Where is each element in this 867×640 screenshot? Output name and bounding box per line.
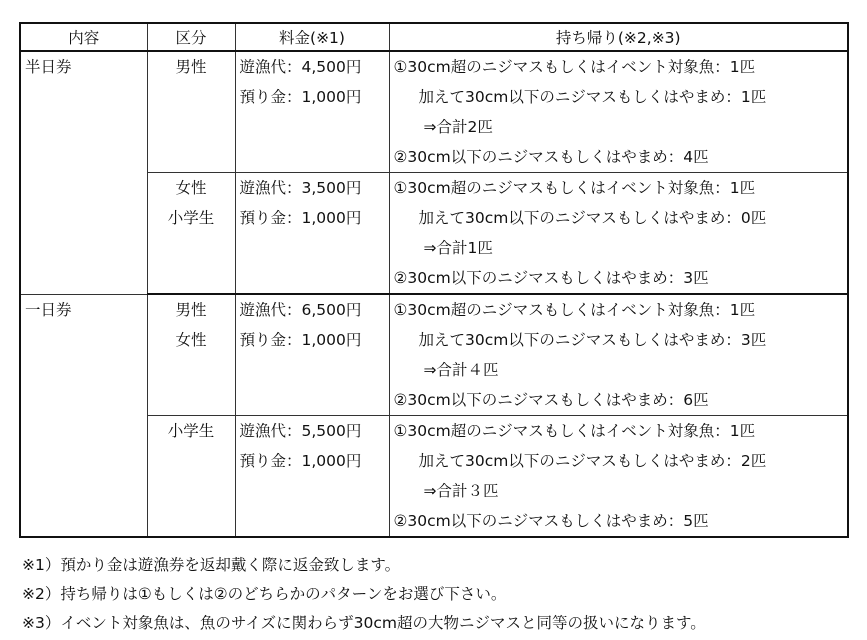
header-row (20, 23, 848, 51)
footnotes (22, 551, 706, 638)
takehome-option-1-extra: 加えて30cm以下のニジマスもしくはやまめ：3匹 (418, 331, 767, 349)
takehome-option-1-extra: 加えて30cm以下のニジマスもしくはやまめ：0匹 (418, 209, 767, 227)
ticket-type: 半日券 (25, 58, 72, 76)
deposit-fee: 預り金：1,000円 (239, 209, 362, 227)
takehome-option-1: ①30cm超のニジマスもしくはイベント対象魚：1匹 (393, 301, 756, 319)
takehome-option-1: ①30cm超のニジマスもしくはイベント対象魚：1匹 (393, 422, 756, 440)
category-label: 男性 (175, 301, 207, 319)
category-label: 男性 (175, 58, 207, 76)
header-fee: 料金(※1) (235, 23, 389, 51)
deposit-fee: 預り金：1,000円 (239, 452, 362, 470)
footnote-2: ※2）持ち帰りは①もしくは②のどちらかのパターンをお選び下さい。 (22, 585, 507, 603)
category-cell (147, 51, 235, 173)
takehome-option-1-total: ⇒合計2匹 (423, 118, 493, 136)
takehome-option-1-extra: 加えて30cm以下のニジマスもしくはやまめ：2匹 (418, 452, 767, 470)
takehome-option-1-extra: 加えて30cm以下のニジマスもしくはやまめ：1匹 (418, 88, 767, 106)
fee-table (19, 22, 849, 538)
takehome-cell (389, 51, 848, 173)
category-cell (147, 173, 235, 295)
takehome-option-2: ②30cm以下のニジマスもしくはやまめ：4匹 (393, 148, 709, 166)
takehome-option-2: ②30cm以下のニジマスもしくはやまめ：5匹 (393, 512, 709, 530)
ticket-type-cell (20, 51, 147, 294)
fishing-fee: 遊漁代：6,500円 (239, 301, 362, 319)
header-type: 内容 (20, 23, 147, 51)
fishing-fee: 遊漁代：4,500円 (239, 58, 362, 76)
fishing-fee: 遊漁代：5,500円 (239, 422, 362, 440)
header-takehome: 持ち帰り(※2,※3) (389, 23, 848, 51)
fee-cell (235, 173, 389, 295)
header-category: 区分 (147, 23, 235, 51)
table-row (20, 51, 848, 173)
takehome-cell (389, 416, 848, 538)
footnote-3: ※3）イベント対象魚は、魚のサイズに関わらず30cm超の大物ニジマスと同等の扱いになります。 (22, 614, 706, 632)
takehome-option-2: ②30cm以下のニジマスもしくはやまめ：6匹 (393, 391, 709, 409)
category-label: 女性 (175, 331, 207, 349)
category-cell (147, 416, 235, 538)
deposit-fee: 預り金：1,000円 (239, 88, 362, 106)
table-row (20, 294, 848, 416)
category-cell (147, 294, 235, 416)
takehome-option-1: ①30cm超のニジマスもしくはイベント対象魚：1匹 (393, 58, 756, 76)
takehome-cell (389, 294, 848, 416)
takehome-cell (389, 173, 848, 295)
fishing-fee: 遊漁代：3,500円 (239, 179, 362, 197)
takehome-option-1-total: ⇒合計1匹 (423, 239, 493, 257)
takehome-option-2: ②30cm以下のニジマスもしくはやまめ：3匹 (393, 269, 709, 287)
takehome-option-1: ①30cm超のニジマスもしくはイベント対象魚：1匹 (393, 179, 756, 197)
category-label: 小学生 (167, 209, 215, 227)
ticket-type-cell (20, 294, 147, 537)
ticket-type: 一日券 (25, 300, 72, 319)
footnote-1: ※1）預かり金は遊漁券を返却戴く際に返金致します。 (22, 556, 401, 574)
takehome-option-1-total: ⇒合計４匹 (423, 361, 499, 379)
fee-cell (235, 416, 389, 538)
category-label: 小学生 (167, 422, 215, 440)
fee-cell (235, 294, 389, 416)
category-label: 女性 (175, 179, 207, 197)
deposit-fee: 預り金：1,000円 (239, 331, 362, 349)
takehome-option-1-total: ⇒合計３匹 (423, 482, 499, 500)
fee-cell (235, 51, 389, 173)
